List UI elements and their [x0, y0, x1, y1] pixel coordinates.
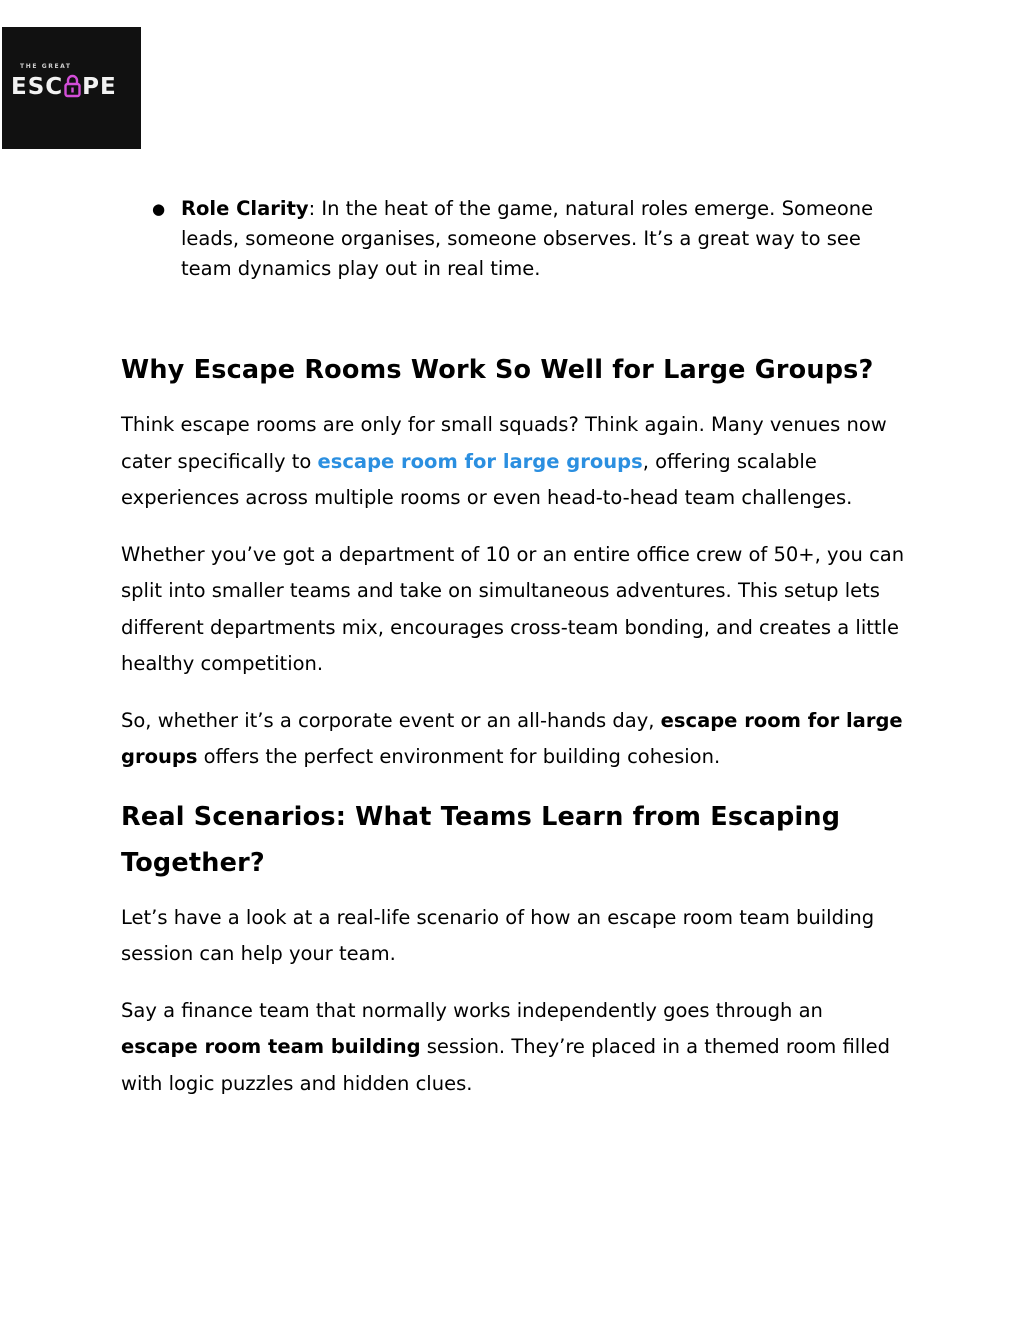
- paragraph-department-size: Whether you’ve got a department of 10 or an entire office crew of 50+, you can split into smaller teams and take on simultaneous adventures. This setup lets different departments mix, encourages cross-team bonding, and creates a little healthy competition.: [121, 542, 905, 675]
- bold-phrase: escape room team building: [121, 1035, 421, 1058]
- logo-wordmark: [11, 74, 117, 100]
- bullet-item-role-clarity: [121, 194, 911, 284]
- paragraph-finance-team: [121, 993, 896, 1103]
- padlock-icon: [64, 74, 81, 98]
- paragraph-text: Say a finance team that normally works independently goes through an: [121, 998, 823, 1022]
- paragraph-text: session. They’re placed in a themed room filled with logic puzzles and hidden clues.: [121, 1035, 890, 1095]
- section-heading-real-scenarios: Real Scenarios: What Teams Learn from Escaping Together?: [121, 801, 841, 878]
- bullet-text: : In the heat of the game, natural roles emerge. Someone leads, someone organises, someone observes. It’s a great way to see team dynamics play out in real time.: [181, 197, 874, 280]
- paragraph-real-life-scenario: Let’s have a look at a real-life scenario of how an escape room team building session can help your team.: [121, 905, 875, 965]
- logo-wordmark-end: PE: [82, 74, 117, 100]
- paragraph-text: Think escape rooms are only for small squads? Think again. Many venues now cater specifically to: [121, 413, 887, 473]
- bold-phrase: escape room for large groups: [121, 708, 903, 768]
- paragraph-text: So, whether it’s a corporate event or an all-hands day,: [121, 708, 661, 732]
- logo-tagline: THE GREAT: [20, 63, 72, 70]
- large-groups-link[interactable]: escape room for large groups: [317, 449, 643, 473]
- paragraph-text: , offering scalable experiences across multiple rooms or even head-to-head team challenges.: [121, 449, 853, 509]
- bullet-dot: ●: [152, 200, 166, 218]
- paragraph-text: offers the perfect environment for building cohesion.: [197, 745, 721, 768]
- logo-wordmark-start: ESC: [11, 74, 64, 100]
- paragraph-small-squads: [121, 407, 911, 517]
- section-heading-large-groups: Why Escape Rooms Work So Well for Large Groups?: [121, 355, 874, 385]
- document-body: [121, 194, 911, 1102]
- paragraph-corporate-event: [121, 703, 911, 776]
- brand-logo: [2, 27, 141, 149]
- bullet-term: Role Clarity: [181, 197, 309, 220]
